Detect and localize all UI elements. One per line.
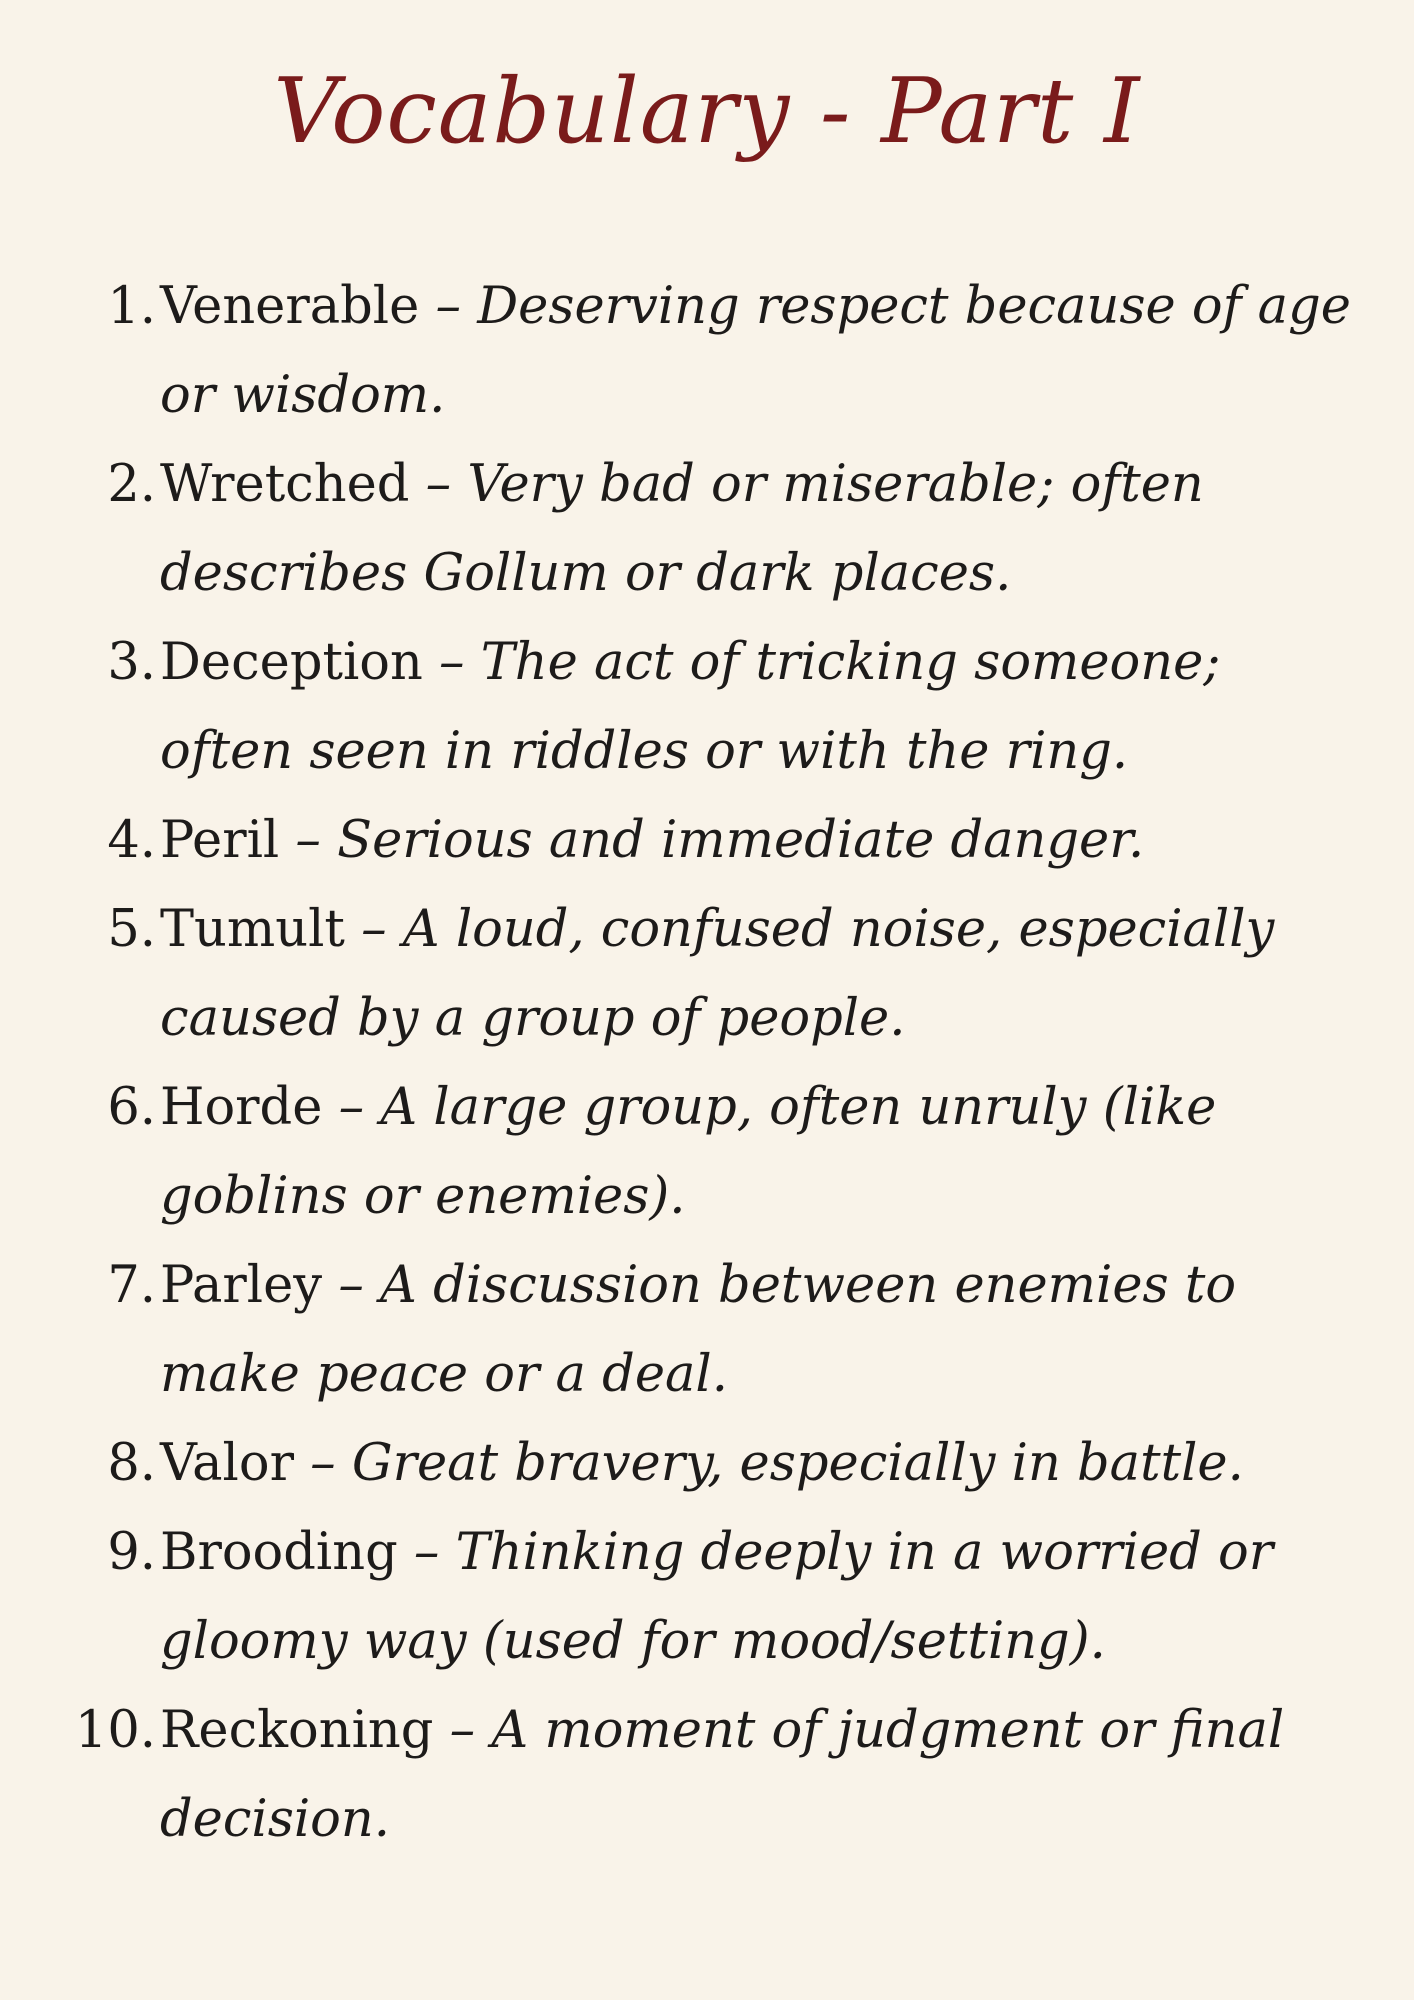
item-definition: – Deserving respect because of age or wisdom.: [160, 277, 1351, 425]
item-number: 10.: [74, 1701, 156, 1760]
list-item: [60, 1241, 1360, 1419]
item-number: 3.: [107, 633, 156, 692]
item-definition: – A discussion between enemies to make peace or a deal.: [160, 1256, 1237, 1404]
item-number: 9.: [107, 1523, 156, 1582]
item-definition: – Serious and immediate danger.: [279, 811, 1145, 870]
item-definition: – A large group, often unruly (like goblins or enemies).: [160, 1078, 1217, 1226]
item-number: 1.: [107, 277, 156, 336]
item-term: Valor: [160, 1434, 294, 1493]
item-number: 5.: [107, 900, 156, 959]
item-term: Brooding: [160, 1523, 398, 1582]
item-term: Parley: [160, 1256, 323, 1315]
item-number: 7.: [107, 1256, 156, 1315]
item-definition: – Great bravery, especially in battle.: [293, 1434, 1244, 1493]
vocabulary-list: [60, 262, 1360, 1864]
item-term: Horde: [160, 1078, 323, 1137]
page-title: Vocabulary - Part I: [273, 59, 1141, 164]
item-term: Tumult: [160, 900, 345, 959]
item-number: 6.: [107, 1078, 156, 1137]
item-term: Venerable: [160, 277, 420, 336]
list-item: [60, 618, 1360, 796]
list-item: [60, 440, 1360, 618]
item-definition: – The act of tricking someone; often seen in riddles or with the ring.: [160, 633, 1221, 781]
list-item: [60, 885, 1360, 1063]
item-definition: – A loud, confused noise, especially caused by a group of people.: [160, 900, 1275, 1048]
list-item: [60, 796, 1360, 885]
list-item: [60, 1686, 1360, 1864]
item-number: 8.: [107, 1434, 156, 1493]
item-term: Deception: [160, 633, 423, 692]
list-item: [60, 1063, 1360, 1241]
item-term: Wretched: [160, 455, 410, 514]
list-item: [60, 1419, 1360, 1508]
item-definition: – A moment of judgment or final decision.: [160, 1701, 1285, 1849]
item-number: 2.: [107, 455, 156, 514]
list-item: [60, 1508, 1360, 1686]
item-definition: – Thinking deeply in a worried or gloomy way (used for mood/setting).: [160, 1523, 1274, 1671]
item-term: Reckoning: [160, 1701, 434, 1760]
list-item: [60, 262, 1360, 440]
item-definition: – Very bad or miserable; often describes Gollum or dark places.: [160, 455, 1204, 603]
item-term: Peril: [160, 811, 280, 870]
item-number: 4.: [107, 811, 156, 870]
